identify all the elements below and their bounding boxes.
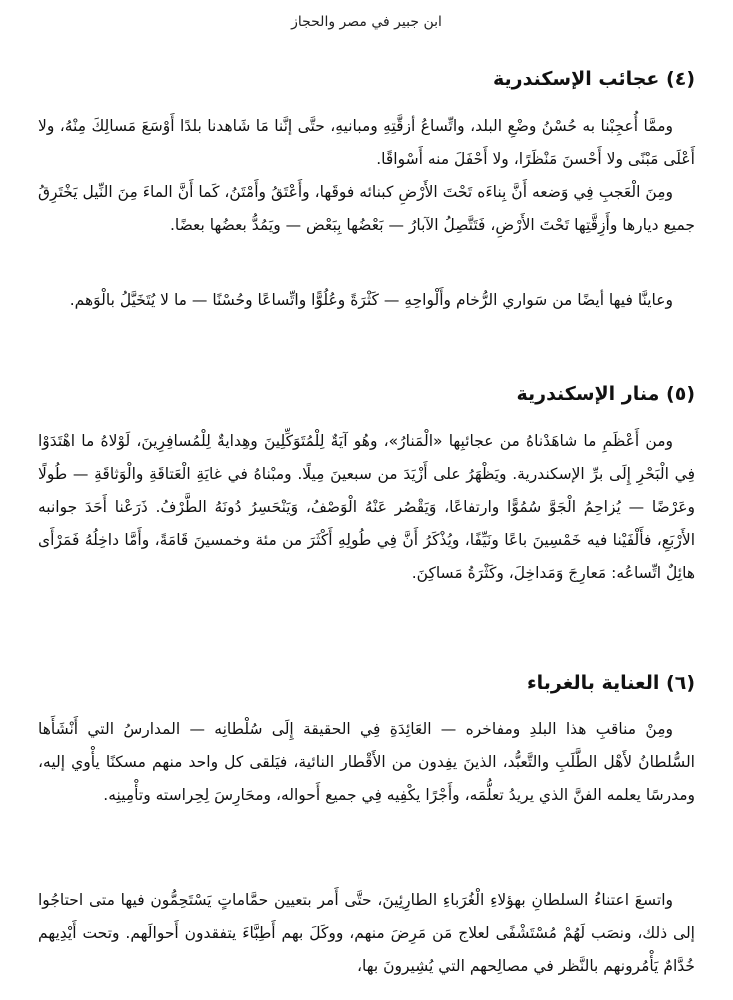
paragraph-5-1: ومن أَعْظَمِ ما شاهَدْناهُ من عجائبِها «الْمَنارُ»، وهُو آيَةٌ لِلْمُتَوَكِّلِينَ وهِدايةٌ لِلْمُسافِرِينَ، لَوْلاهُ ما اهْتَدَوْا فِي الْبَحْرِ إِلَى برِّ الإسكندرية. ويَظْهَرُ على أَزْيَدَ من سبعينَ مِيلًا. ومبْناهُ في غايَةِ الْعَتاقَةِ والْوَثاقَةِ — طُولًا وعَرْضًا — يُزاحِمُ الْجَوَّ سُمُوًّا وارتفاعًا، وَيَقْصُر عَنْهُ الْوَصْفُ، وَيَنْحَسِرُ دُونَهُ الطَّرْفُ. ذَرَعْنا أَحَدَ جوانبه الأَرْبَعِ، فأَلْفَيْنا فيه خَمْسِينَ باعًا ونَيِّفًا، ويُذْكَرُ أَنَّ فِي طُولِهِ أَكْثَرَ من مئة وخمسينَ قَامَةً، وأَمَّا داخِلُهُ فَمَرْأَى هائِلٌ اتِّساعُه: مَعارِجَ وَمَداخِلَ، وكَثْرَةُ مَساكِنَ. <box>38 432 695 582</box>
paragraph-4-2: ومِنَ الْعَجبِ فِي وَضعه أَنَّ بِناءَه تَحْتَ الأَرْضِ كبنائه فوقَها، وأَعْتَقُ وأَمْتَنُ، كَما أَنَّ الماءَ مِنَ النِّيل يَخْتَرِقُ جميع ديارها وأَزِقَّتِها تَحْتَ الأَرْضِ، فَتَتَّصِلُ الآبارُ — بَعْضُها بِبَعْض — ويَمُدُّ بعضُها بعضًا. <box>38 183 695 234</box>
paragraph-4-1: وممَّا أُعجِبْنا به حُسْنُ وضْعِ البلد، واتِّساعُ أزقَّتِهِ ومبانيهِ، حتَّى إنَّنا مَا شَاهدنا بلدًا أَوْسَعَ مَسالِكَ مِنْهُ، ولا أَعْلَى مَبْنًى ولا أَحْسنَ مَنْظَرًا، ولا أَحْفَلَ منه أَسْواقًا. <box>38 117 695 168</box>
paragraph-4-3: وعاينَّا فيها أيضًا من سَواري الرُّخام وأَلْواحِهِ — كَثْرَةً وعُلُوًّا واتِّساعًا وحُسْنًا — ما لا يُتَخَيَّلُ بالْوَهم. <box>69 291 673 309</box>
paragraph-6-2: واتسعَ اعتناءُ السلطانِ بهؤلاءِ الْغُرَباءِ الطارِئِينَ، حتَّى أَمر بتعيين حمَّاماتٍ يَسْتَحِمُّون فيها متى احتاجُوا إلى ذلك، ونصَب لَهُمْ مُسْتَشْفًى لعلاج مَن مَرِضَ منهم، ووكَلَ بهم أَطِبَّاءَ يتفقدون أَحوالَهم. وتحت أَيْدِيهم خُدَّامٌ يَأْمُرونهم بالنَّظر في مصالِحهم التي يُشِيرونَ بها، <box>38 891 695 975</box>
paragraph-6-1: ومِنْ مناقبِ هذا البلدِ ومفاخره — العَائِدَةِ فِي الحقيقة إِلَى سُلْطانِه — المدارسُ التي أَنْشَأَها السُّلطانُ لأَهْل الطَّلَبِ والتَّعبُّد، الذينَ يفِدون من الأَقْطار النائية، فيَلقى كل واحد منهم مسكنًا يأْوي إليه، ومدرسًا يعلمه الفنَّ الذي يريدُ تعلُّمَه، وأَجْرًا يكْفِيه فِي جميع أَحواله، ومحَارِسَ لِحِراسته وتأْمِينِه. <box>38 720 695 804</box>
section-heading-5: (٥) منار الإسكندرية <box>516 383 695 405</box>
running-header: ابن جبير في مصر والحجاز <box>291 14 442 30</box>
section-heading-4: (٤) عجائب الإسكندرية <box>493 68 695 90</box>
section-heading-6: (٦) العناية بالغرباء <box>526 672 695 694</box>
